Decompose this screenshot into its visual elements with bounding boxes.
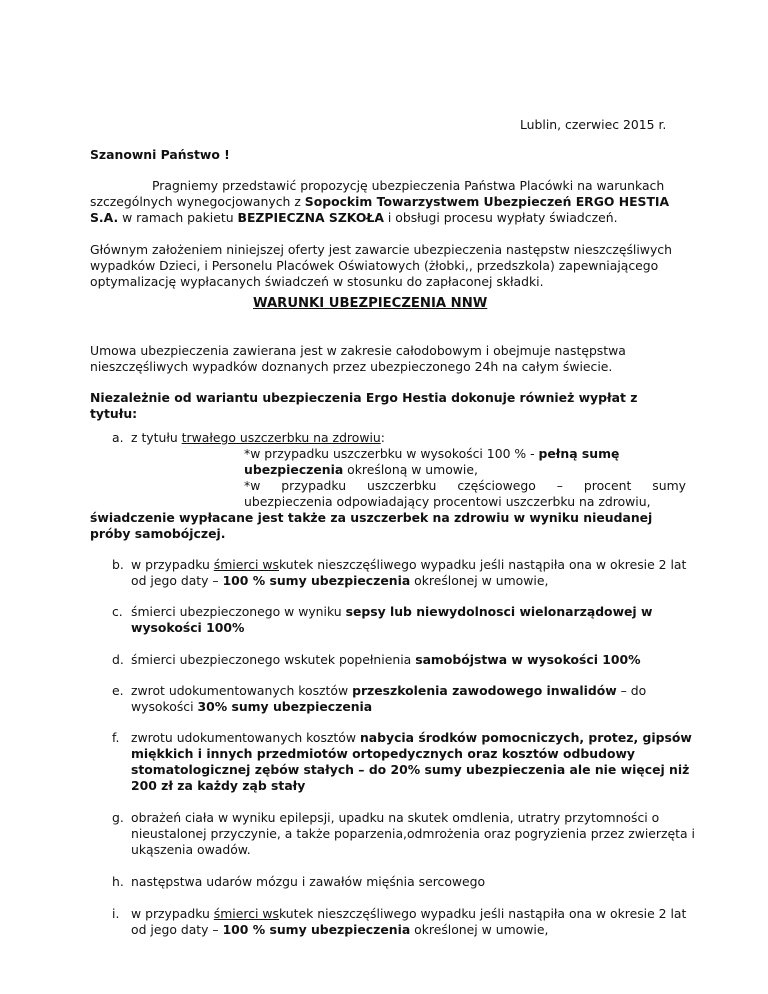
list-item-e bbox=[112, 683, 698, 719]
list-item-c bbox=[112, 604, 698, 640]
item-a-sub2-line1: *w przypadku uszczerbku częściowego – procent sumy bbox=[244, 478, 686, 493]
item-label: b. bbox=[112, 557, 124, 572]
item-h-text: następstwa udarów mózgu i zawałów mięśnia sercowego bbox=[131, 874, 486, 889]
list-item-f bbox=[112, 730, 698, 800]
item-i-text: w przypadku śmierci wskutek nieszczęśliwego wypadku jeśli nastąpiła ona w okresie 2 lat od jego daty – 100 % sumy ubezpieczenia określonej w umowie, bbox=[131, 906, 687, 937]
item-a-sub1: *w przypadku uszczerbku w wysokości 100 % - pełną sumę ubezpieczenia określoną w umowie, bbox=[244, 446, 620, 477]
item-a-intro: z tytułu trwałego uszczerbku na zdrowiu: bbox=[131, 430, 385, 445]
list-item-d bbox=[112, 652, 698, 672]
place-date: Lublin, czerwiec 2015 r. bbox=[520, 117, 667, 132]
salutation: Szanowni Państwo ! bbox=[90, 147, 230, 162]
item-c-text: śmierci ubezpieczonego w wyniku sepsy lub niewydolnosci wielonarządowej w wysokości 100% bbox=[131, 604, 653, 635]
item-e-text: zwrot udokumentowanych kosztów przeszkolenia zawodowego inwalidów – do wysokości 30% sumy ubezpieczenia bbox=[131, 683, 647, 714]
item-g-text: obrażeń ciała w wyniku epilepsji, upadku na skutek omdlenia, utratry przytomności o nieustalonej przyczynie, a także poparzenia,odmrożenia oraz pogryzienia przez zwierzęta i ukąszenia owadów. bbox=[131, 810, 695, 857]
insurer-name: Sopockim Towarzystwem Ubezpieczeń ERGO HESTIA S.A. bbox=[90, 194, 670, 225]
list-item-i bbox=[112, 906, 698, 942]
item-d-text: śmierci ubezpieczonego wskutek popełnienia samobójstwa w wysokości 100% bbox=[131, 652, 641, 667]
section-title: WARUNKI UBEZPIECZENIA NNW bbox=[253, 296, 488, 311]
item-label: i. bbox=[112, 906, 120, 921]
additional-payouts-heading: Niezależnie od wariantu ubezpieczenia Ergo Hestia dokonuje również wypłat z tytułu: bbox=[90, 390, 638, 421]
item-label: a. bbox=[112, 430, 124, 445]
intro-paragraph: Pragniemy przedstawić propozycję ubezpieczenia Państwa Placówki na warunkach szczególnych wynegocjowanych z Sopockim Towarzystwem Ubezpieczeń ERGO HESTIA S.A. w ramach pakietu BEZPIECZNA SZKOŁA i obsługi procesu wypłaty świadczeń. bbox=[90, 178, 670, 225]
item-label: f. bbox=[112, 730, 120, 745]
item-label: h. bbox=[112, 874, 124, 889]
item-b-text: w przypadku śmierci wskutek nieszczęśliwego wypadku jeśli nastąpiła ona w okresie 2 lat od jego daty – 100 % sumy ubezpieczenia określonej w umowie, bbox=[131, 557, 687, 588]
item-label: g. bbox=[112, 810, 124, 825]
list-item-b bbox=[112, 557, 698, 593]
item-f-text: zwrotu udokumentowanych kosztów nabycia środków pomocniczych, protez, gipsów miękkich i innych przedmiotów ortopedycznych oraz kosztów odbudowy stomatologicznej zębów stałych – do 20% sumy ubezpieczenia ale nie więcej niż 200 zł za każdy ząb stały bbox=[131, 730, 692, 793]
package-name: BEZPIECZNA SZKOŁA bbox=[237, 210, 384, 225]
item-label: c. bbox=[112, 604, 123, 619]
item-a-tail: świadczenie wypłacane jest także za uszczerbek na zdrowiu w wyniku nieudanej próby samobójczej. bbox=[90, 510, 653, 541]
list-item-h bbox=[112, 874, 698, 894]
contract-paragraph: Umowa ubezpieczenia zawierana jest w zakresie całodobowym i obejmuje następstwa nieszczęśliwych wypadków doznanych przez ubezpieczonego 24h na całym świecie. bbox=[90, 343, 626, 374]
item-a-sub2-line2: ubezpieczenia odpowiadający procentowi uszczerbku na zdrowiu, bbox=[244, 494, 651, 509]
list-item-g bbox=[112, 810, 698, 862]
item-label: d. bbox=[112, 652, 124, 667]
offer-goal-paragraph: Głównym założeniem niniejszej oferty jest zawarcie ubezpieczenia następstw nieszczęśliwych wypadków Dzieci, i Personelu Placówek Oświatowych (żłobki,, przedszkola) zapewniającego optymalizację wypłacanych świadczeń w stosunku do zapłaconej składki. bbox=[90, 242, 672, 289]
item-label: e. bbox=[112, 683, 124, 698]
